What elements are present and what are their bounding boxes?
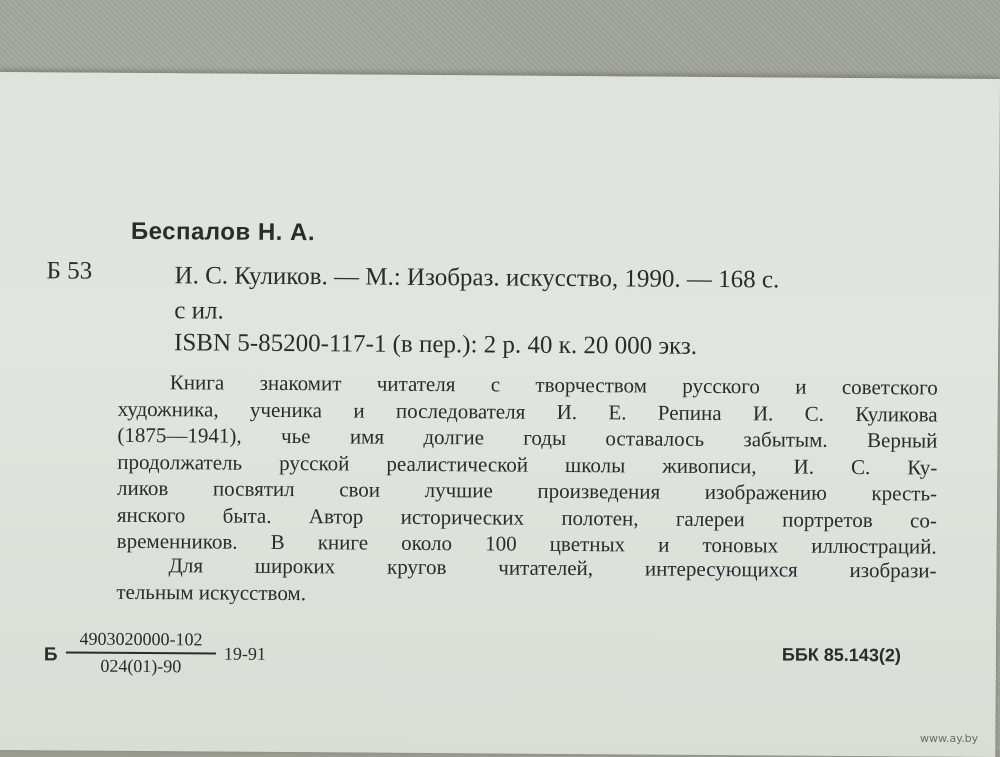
catalog-fraction bbox=[66, 628, 216, 677]
abstract-line: Книга знакомит читателя с творчеством русского и советского bbox=[169, 370, 938, 400]
book-page bbox=[0, 72, 1000, 757]
site-watermark: www.ay.by bbox=[920, 732, 979, 745]
fraction-suffix: 19-91 bbox=[223, 643, 267, 664]
abstract-line: ликов посвятил свои лучшие произведения изображению кресть- bbox=[117, 475, 938, 506]
fraction-numerator: 4903020000-102 bbox=[79, 628, 203, 650]
title-line-1: И. С. Куликов. — М.: Изобраз. искусство, 1990. — 168 с. bbox=[174, 262, 780, 294]
abstract-line: тельным искусством. bbox=[116, 579, 307, 605]
abstract-line: янского быта. Автор исторических полотен, галереи портретов со- bbox=[116, 502, 937, 533]
bbk-code: ББК 85.143(2) bbox=[781, 644, 901, 666]
footer-b-letter: Б bbox=[43, 644, 58, 666]
title-line-2: с ил. bbox=[174, 297, 224, 325]
abstract-line: (1875—1941), чье имя долгие годы оставалось забытым. Верный bbox=[117, 422, 938, 453]
abstract-line: художника, ученика и последователя И. Е. Репина И. С. Куликова bbox=[117, 396, 938, 427]
author-name: Беспалов Н. А. bbox=[130, 217, 316, 247]
abstract-line: временников. В книге около 100 цветных и тоновых иллюстраций. bbox=[116, 528, 937, 559]
isbn-line: ISBN 5-85200-117-1 (в пер.): 2 р. 40 к. 20 000 экз. bbox=[174, 329, 698, 360]
bibliographic-entry bbox=[174, 258, 779, 332]
fraction-denominator: 024(01)-90 bbox=[100, 655, 182, 676]
abstract-paragraph-2 bbox=[116, 552, 936, 611]
catalog-code: Б 53 bbox=[46, 257, 93, 285]
abstract-line: продолжатель русской реалистической школы живописи, И. С. Ку- bbox=[117, 449, 938, 480]
abstract-paragraph-1 bbox=[117, 369, 938, 560]
abstract-line: Для широких кругов читателей, интересующихся изобрази- bbox=[168, 553, 937, 583]
